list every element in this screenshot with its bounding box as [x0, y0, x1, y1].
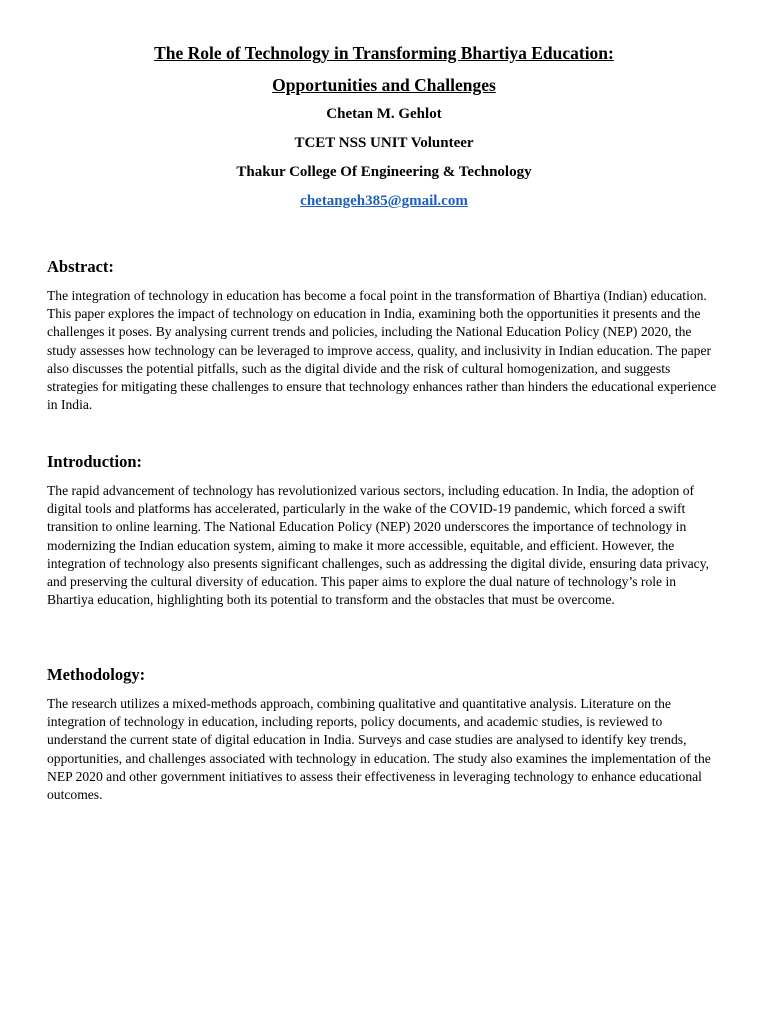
methodology-section: [47, 665, 723, 804]
methodology-heading: Methodology:: [47, 665, 146, 684]
methodology-body: The research utilizes a mixed-methods approach, combining qualitative and quantitative analysis. Literature on the integration of technology in education, including reports, policy documents, and academic studies, is reviewed to understand the current state of digital education in India. Surveys and case studies are analysed to identify key trends, opportunities, and challenges associated with technology in education. The study also examines the implementation of the NEP 2020 and other government initiatives to assess their effectiveness in leveraging technology to enhance educational outcomes.: [47, 696, 711, 803]
introduction-heading: Introduction:: [47, 452, 143, 471]
author-email-link[interactable]: chetangeh385@gmail.com: [300, 193, 468, 209]
paper-title-line-2: Opportunities and Challenges: [272, 75, 496, 95]
abstract-section: [47, 257, 723, 414]
title-block: [0, 42, 768, 211]
author-role: TCET NSS UNIT Volunteer: [294, 135, 474, 151]
paper-title-line-1: The Role of Technology in Transforming Bhartiya Education:: [154, 43, 614, 63]
introduction-section: [47, 452, 723, 609]
introduction-body: The rapid advancement of technology has revolutionized various sectors, including education. In India, the adoption of digital tools and platforms has accelerated, particularly in the wake of the COVID-19 pandemic, which forced a swift transition to online learning. The National Education Policy (NEP) 2020 underscores the importance of technology in modernizing the Indian education system, aiming to make it more accessible, equitable, and efficient. However, the integration of technology also presents significant challenges, such as addressing the digital divide, ensuring data privacy, and preserving the cultural diversity of education. This paper aims to explore the dual nature of technology’s role in Bhartiya education, highlighting both its potential to transform and the obstacles that must be overcome.: [47, 483, 710, 608]
abstract-heading: Abstract:: [47, 257, 114, 276]
author-name: Chetan M. Gehlot: [326, 106, 442, 122]
author-institution: Thakur College Of Engineering & Technology: [236, 164, 532, 180]
abstract-body: The integration of technology in education has become a focal point in the transformation of Bhartiya (Indian) education. This paper explores the impact of technology on education in India, examining both the opportunities it presents and the challenges it poses. By analysing current trends and policies, including the National Education Policy (NEP) 2020, the study assesses how technology can be leveraged to improve access, quality, and inclusivity in Indian education. The paper also discusses the potential pitfalls, such as the digital divide and the risk of cultural homogenization, and suggests strategies for mitigating these challenges to ensure that technology enhances rather than hinders the educational experience in India.: [47, 288, 717, 413]
